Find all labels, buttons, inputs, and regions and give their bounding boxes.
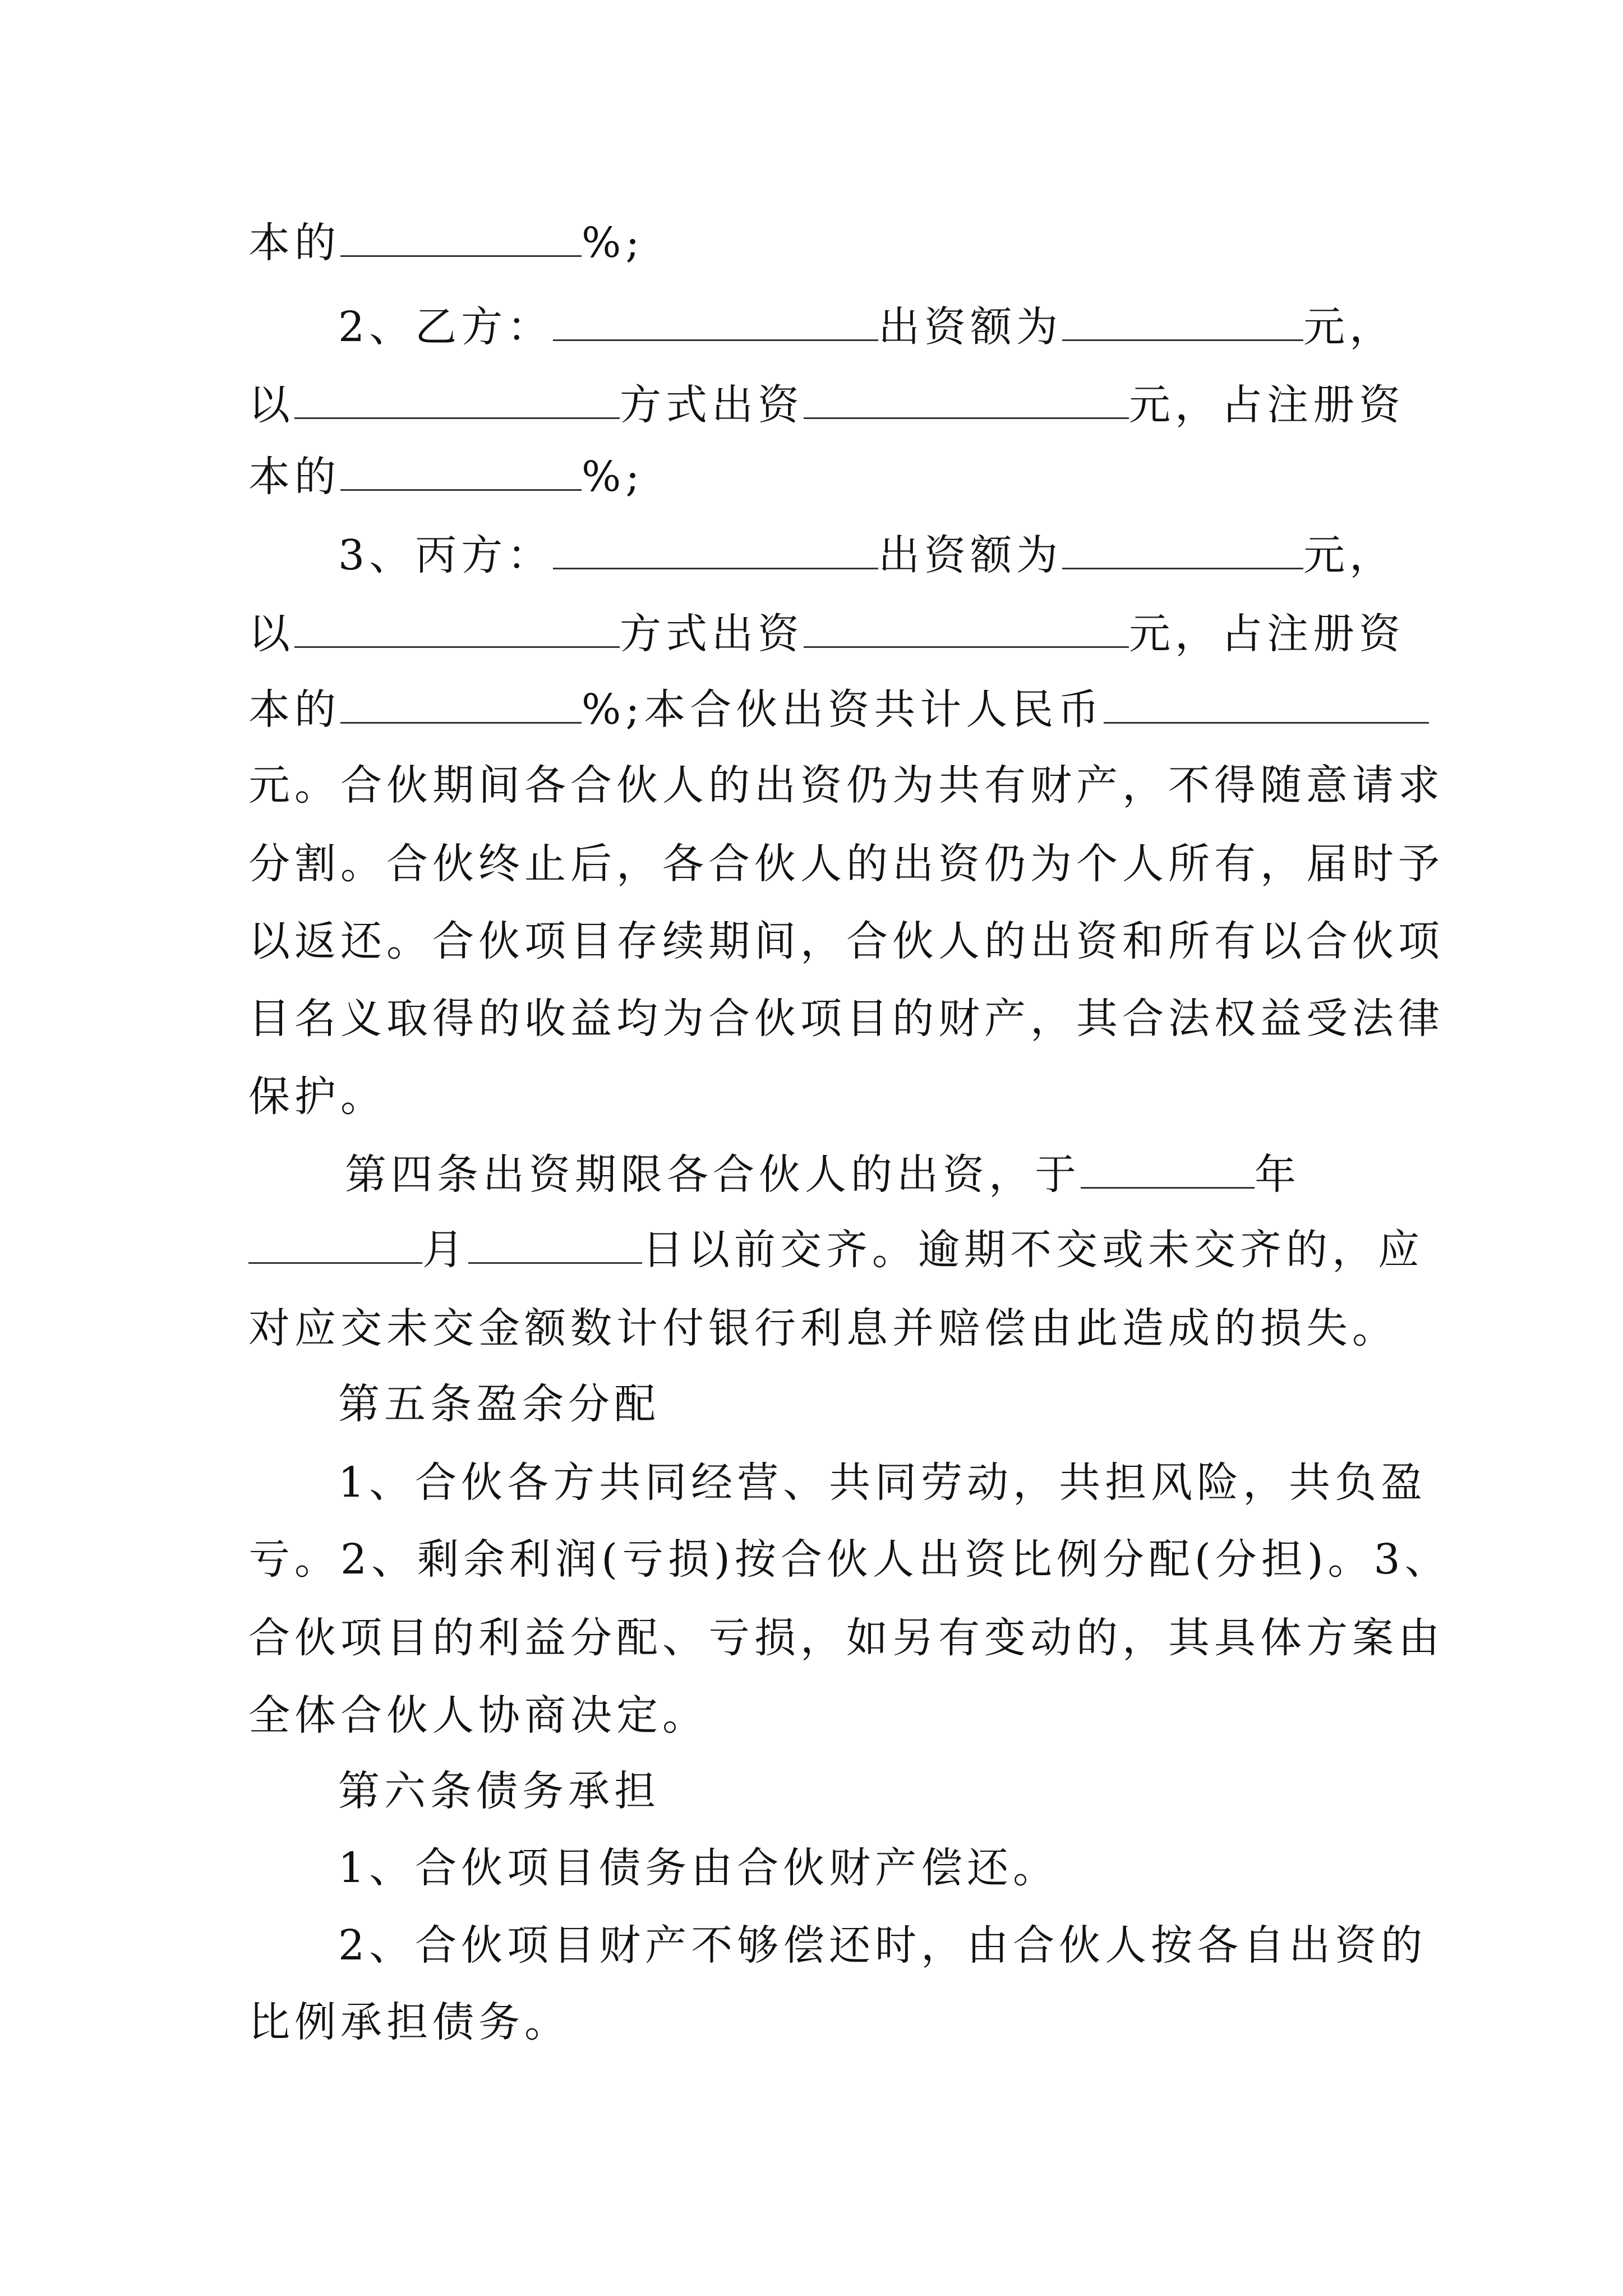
blank-field[interactable] [1062, 533, 1303, 569]
blank-field[interactable] [1104, 687, 1429, 724]
line-20: 全体合伙人协商决定。 [248, 1691, 708, 1740]
blank-field[interactable] [468, 1227, 642, 1264]
blank-field[interactable] [340, 220, 582, 257]
section-heading-6: 第六条债务承担 [338, 1767, 660, 1815]
line-2: 2、乙方： 出资额为 元， [338, 303, 1396, 351]
blank-field[interactable] [294, 611, 620, 648]
line-3: 以 方式出资 元，占注册资 [248, 381, 1405, 429]
blank-field[interactable] [340, 687, 582, 724]
section-heading-5: 第五条盈余分配 [338, 1380, 660, 1428]
line-10: 以返还。合伙项目存续期间，合伙人的出资和所有以合伙项 [248, 917, 1444, 965]
line-13: 第四条出资期限各合伙人的出资，于 年 [345, 1151, 1301, 1199]
blank-field[interactable] [804, 383, 1129, 419]
line-5: 3、丙方： 出资额为 元， [338, 531, 1396, 579]
line-6: 以 方式出资 元，占注册资 [248, 610, 1405, 658]
line-23: 2、合伙项目财产不够偿还时，由合伙人按各自出资的 [338, 1921, 1427, 1970]
blank-field[interactable] [553, 305, 878, 341]
line-7: 本的 %;本合伙出资共计人民币 [248, 682, 1387, 738]
line-19: 合伙项目的利益分配、亏损，如另有变动的，其具体方案由 [248, 1614, 1444, 1662]
line-24: 比例承担债务。 [248, 1998, 570, 2046]
blank-field[interactable] [553, 533, 878, 569]
line-17: 1、合伙各方共同经营、共同劳动，共担风险，共负盈 [338, 1458, 1427, 1507]
line-8: 元。合伙期间各合伙人的出资仍为共有财产，不得随意请求 [248, 761, 1444, 809]
blank-field[interactable] [1081, 1152, 1255, 1189]
line-1: 本的 %; [248, 219, 644, 267]
blank-field[interactable] [294, 383, 620, 419]
blank-field[interactable] [340, 454, 582, 491]
blank-field[interactable] [804, 611, 1129, 648]
line-14: 月 日以前交齐。逾期不交或未交齐的，应 [248, 1222, 1387, 1278]
blank-field[interactable] [1062, 305, 1303, 341]
line-15: 对应交未交金额数计付银行利息并赔偿由此造成的损失。 [248, 1304, 1398, 1352]
blank-field[interactable] [248, 1227, 422, 1264]
line-4: 本的 %; [248, 453, 644, 501]
line-22: 1、合伙项目债务由合伙财产偿还。 [338, 1844, 1059, 1892]
line-11: 目名义取得的收益均为合伙项目的财产，其合法权益受法律 [248, 995, 1444, 1043]
line-9: 分割。合伙终止后，各合伙人的出资仍为个人所有，届时予 [248, 840, 1444, 888]
line-12: 保护。 [248, 1073, 386, 1121]
line-18: 亏。2、剩余利润(亏损)按合伙人出资比例分配(分担)。3、 [248, 1535, 1451, 1584]
